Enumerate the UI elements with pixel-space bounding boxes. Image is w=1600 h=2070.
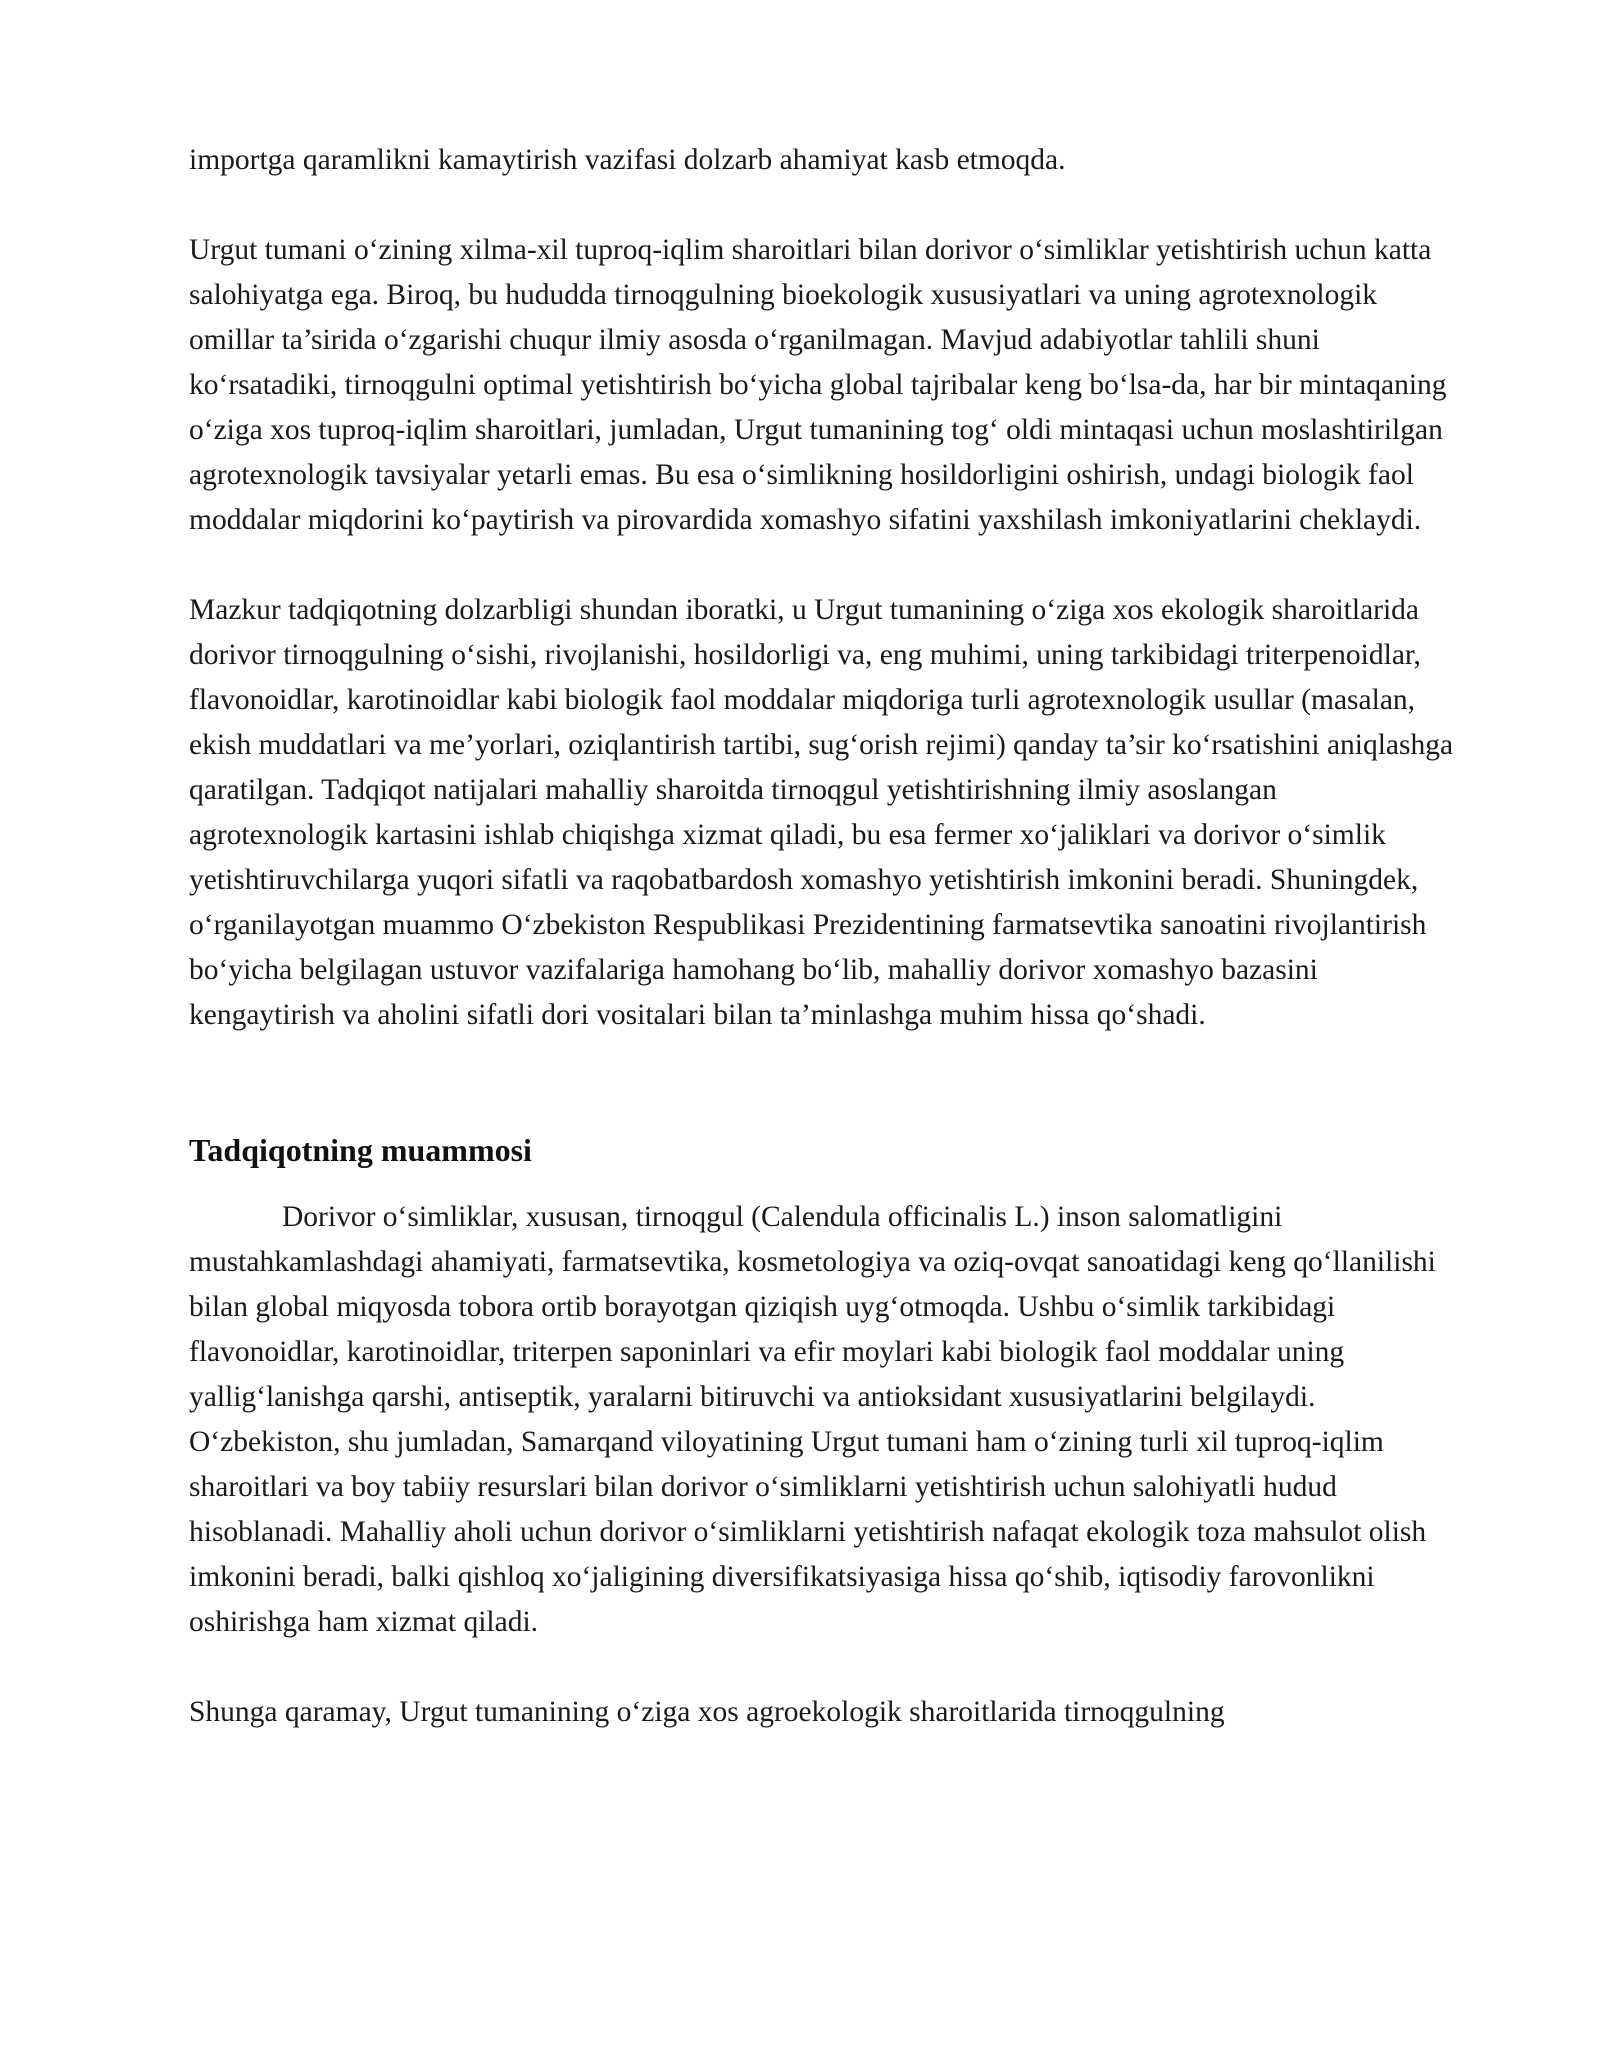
paragraph-urgut-potential: Urgut tumani o‘zining xilma-xil tuproq-iqlim sharoitlari bilan dorivor o‘simliklar yetishtirish uchun katta salohiyatga ega. Biroq, bu hududda tirnoqgulning bioekologik xususiyatlari va uning agrotexnologik omillar ta’sirida o‘zgarishi chuqur ilmiy asosda o‘rganilmagan. Mavjud adabiyotlar tahlili shuni ko‘rsatadiki, tirnoqgulni optimal yetishtirish bo‘yicha global tajribalar keng bo‘lsa-da, har bir mintaqaning o‘ziga xos tuproq-iqlim sharoitlari, jumladan, Urgut tumanining tog‘ oldi mintaqasi uchun moslashtirilgan agrotexnologik tavsiyalar yetarli emas. Bu esa o‘simlikning hosildorligini oshirish, undagi biologik faol moddalar miqdorini ko‘paytirish va pirovardida xomashyo sifatini yaxshilash imkoniyatlarini cheklaydi.	[189, 234, 1447, 536]
paragraph-research-relevance: Mazkur tadqiqotning dolzarbligi shundan iboratki, u Urgut tumanining o‘ziga xos ekologik sharoitlarida dorivor tirnoqgulning o‘sishi, rivojlanishi, hosildorligi va, eng muhimi, uning tarkibidagi triterpenoidlar, flavonoidlar, karotinoidlar kabi biologik faol moddalar miqdoriga turli agrotexnologik usullar (masalan, ekish muddatlari va me’yorlari, oziqlantirish tartibi, sug‘orish rejimi) qanday ta’sir ko‘rsatishini aniqlashga qaratilgan. Tadqiqot natijalari mahalliy sharoitda tirnoqgul yetishtirishning ilmiy asoslangan agrotexnologik kartasini ishlab chiqishga xizmat qiladi, bu esa fermer xo‘jaliklari va dorivor o‘simlik yetishtiruvchilarga yuqori sifatli va raqobatbardosh xomashyo yetishtirish imkonini beradi. Shuningdek, o‘rganilayotgan muammo O‘zbekiston Respublikasi Prezidentining farmatsevtika sanoatini rivojlantirish bo‘yicha belgilagan ustuvor vazifalariga hamohang bo‘lib, mahalliy dorivor xomashyo bazasini kengaytirish va aholini sifatli dori vositalari bilan ta’minlashga muhim hissa qo‘shadi.	[189, 594, 1454, 1031]
paragraph-problem-continuation: Shunga qaramay, Urgut tumanining o‘ziga xos agroekologik sharoitlarida tirnoqgulning	[189, 1696, 1225, 1728]
paragraph-problem-intro: Dorivor o‘simliklar, xususan, tirnoqgul (Calendula officinalis L.) inson salomatligini mustahkamlashdagi ahamiyati, farmatsevtika, kosmetologiya va oziq-ovqat sanoatidagi keng qo‘llanilishi bilan global miqyosda tobora ortib borayotgan qiziqish uyg‘otmoqda. Ushbu o‘simlik tarkibidagi flavonoidlar, karotinoidlar, triterpen saponinlari va efir moylari kabi biologik faol moddalar uning yallig‘lanishga qarshi, antiseptik, yaralarni bitiruvchi va antioksidant xususiyatlarini belgilaydi. O‘zbekiston, shu jumladan, Samarqand viloyatining Urgut tumani ham o‘zining turli xil tuproq-iqlim sharoitlari va boy tabiiy resurslari bilan dorivor o‘simliklarni yetishtirish uchun salohiyatli hudud hisoblanadi. Mahalliy aholi uchun dorivor o‘simliklarni yetishtirish nafaqat ekologik toza mahsulot olish imkonini beradi, balki qishloq xo‘jaligining diversifikatsiyasiga hissa qo‘shib, iqtisodiy farovonlikni oshirishga ham xizmat qiladi.	[189, 1201, 1436, 1638]
document-body	[189, 138, 1459, 1735]
section-heading: Tadqiqotning muammosi	[189, 1132, 532, 1168]
paragraph-continuation: importga qaramlikni kamaytirish vazifasi dolzarb ahamiyat kasb etmoqda.	[189, 144, 1066, 176]
